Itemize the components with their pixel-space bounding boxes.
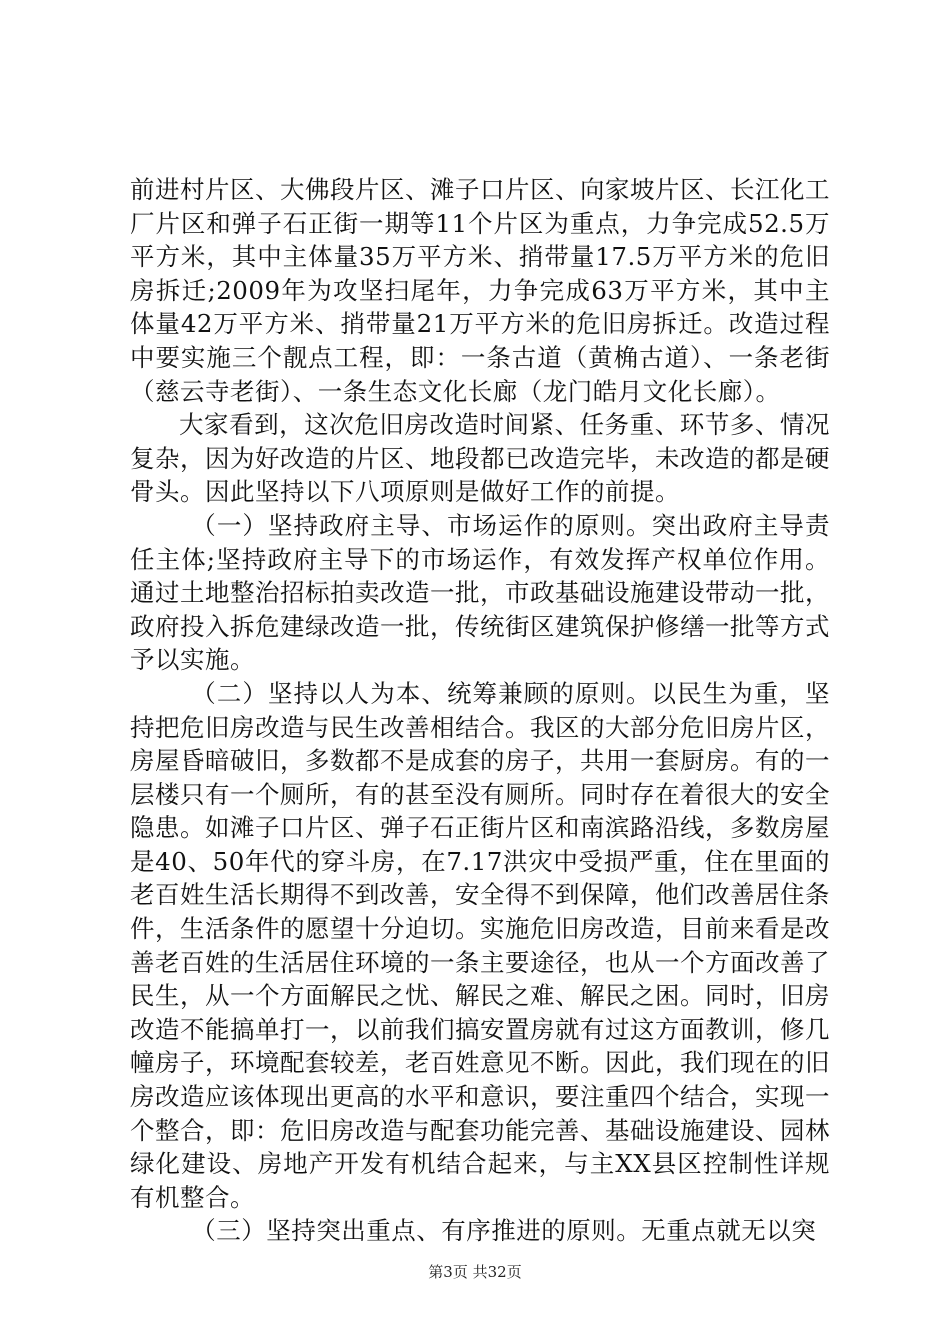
page-footer: 第3页 共32页	[428, 1263, 522, 1281]
paragraph-overview: 大家看到，这次危旧房改造时间紧、任务重、环节多、情况复杂，因为好改造的片区、地段都已改造完毕，未改造的都是硬骨头。因此坚持以下八项原则是做好工作的前提。	[130, 410, 830, 507]
paragraph-continuation: 前进村片区、大佛段片区、滩子口片区、向家坡片区、长江化工厂片区和弹子石正街一期等11个片区为重点，力争完成52.5万平方米，其中主体量35万平方米、捎带量17.5万平方米的危旧房拆迁;2009年为攻坚扫尾年，力争完成63万平方米，其中主体量42万平方米、捎带量21万平方米的危旧房拆迁。改造过程中要实施三个靓点工程，即：一条古道（黄桷古道）、一条老街（慈云寺老街）、一条生态文化长廊（龙门皓月文化长廊）。	[130, 175, 830, 406]
paragraph-principle-1: （一）坚持政府主导、市场运作的原则。突出政府主导责任主体;坚持政府主导下的市场运作，有效发挥产权单位作用。通过土地整治招标拍卖改造一批，市政基础设施建设带动一批，政府投入拆危建绿改造一批，传统街区建筑保护修缮一批等方式予以实施。	[130, 510, 830, 675]
paragraph-principle-3: （三）坚持突出重点、有序推进的原则。无重点就无以突	[191, 1216, 817, 1246]
paragraph-principle-2: （二）坚持以人为本、统筹兼顾的原则。以民生为重，坚持把危旧房改造与民生改善相结合。我区的大部分危旧房片区，房屋昏暗破旧，多数都不是成套的房子，共用一套厨房。有的一层楼只有一个厕所，有的甚至没有厕所。同时存在着很大的安全隐患。如滩子口片区、弹子石正街片区和南滨路沿线，多数房屋是40、50年代的穿斗房，在7.17洪灾中受损严重，住在里面的老百姓生活长期得不到改善，安全得不到保障，他们改善居住条件，生活条件的愿望十分迫切。实施危旧房改造，目前来看是改善老百姓的生活居住环境的一条主要途径，也从一个方面改善了民生，从一个方面解民之忧、解民之难、解民之困。同时，旧房改造不能搞单打一，以前我们搞安置房就有过这方面教训，修几幢房子，环境配套较差，老百姓意见不断。因此，我们现在的旧房改造应该体现出更高的水平和意识，要注重四个结合，实现一个整合，即：危旧房改造与配套功能完善、基础设施建设、园林绿化建设、房地产开发有机结合起来，与主XX县区控制性详规有机整合。	[130, 678, 830, 1212]
document-body	[130, 173, 830, 1248]
